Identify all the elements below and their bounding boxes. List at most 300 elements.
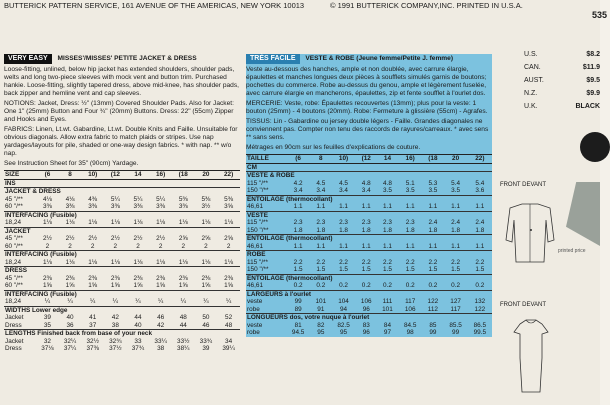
row-label: 115 "/** <box>247 219 268 226</box>
table-cell: 3⅜ <box>42 203 52 210</box>
section-header-row <box>246 211 492 219</box>
size-header-row <box>246 155 492 164</box>
table-cell: 1.8 <box>383 226 392 234</box>
table-cell: 2½ <box>110 235 120 242</box>
table-cell: 1⅝ <box>65 282 75 289</box>
table-cell: 5.1 <box>405 179 415 187</box>
table-cell: 0.2 <box>361 282 371 289</box>
table-cell: 1.1 <box>451 242 461 250</box>
table-cell: 1⅛ <box>88 219 98 226</box>
table-cell: 2⅜ <box>133 274 143 282</box>
table-cell: 2.2 <box>428 258 438 266</box>
table-cell: 1.5 <box>361 266 371 273</box>
size-cell: 20 <box>444 155 468 164</box>
table-row <box>246 227 492 235</box>
table-row <box>246 259 492 267</box>
table-cell: 0.2 <box>405 282 415 289</box>
row-label: 18,24 <box>5 219 21 226</box>
dress-line-drawing <box>506 318 556 398</box>
table-cell: 4.5 <box>316 179 326 187</box>
instruction-note: See Instruction Sheet for 35" (90cm) Yardage. <box>4 160 139 167</box>
table-cell: 32¾ <box>109 337 122 345</box>
table-cell: 46 <box>157 314 165 321</box>
table-cell: 2⅜ <box>201 274 211 282</box>
french-column <box>246 54 492 337</box>
section-header-row <box>246 235 492 243</box>
table-cell: 2½ <box>156 235 166 242</box>
table-row <box>4 322 240 330</box>
row-label: veste <box>247 321 263 329</box>
row-label: Dress <box>5 345 22 352</box>
table-cell: 2.3 <box>316 219 326 226</box>
table-row <box>4 314 240 322</box>
size-cell: (12 <box>356 155 377 164</box>
table-cell: 1⅛ <box>88 258 98 266</box>
table-cell: 5¼ <box>133 195 143 203</box>
table-cell: 52 <box>225 314 233 321</box>
table-cell: ¼ <box>135 298 141 305</box>
table-cell: ¼ <box>44 298 51 305</box>
size-cell: (6 <box>36 171 59 180</box>
table-cell: 2.2 <box>361 258 371 266</box>
table-cell: 104 <box>338 298 349 305</box>
table-cell: 96 <box>362 305 370 313</box>
table-cell: 1⅝ <box>110 282 120 289</box>
table-cell: 122 <box>427 298 439 305</box>
table-cell: 2 <box>158 242 163 250</box>
table-cell: 127 <box>450 298 461 305</box>
difficulty-badge-fr: TRÈS FACILE <box>246 54 300 64</box>
table-cell: 1⅛ <box>110 219 120 226</box>
section-header-row <box>4 211 240 219</box>
fabrics-text: FABRICS: Linen, Lt.wt. Gabardine, Lt.wt. Double Knits and Faille. Unsuitable for obvious diagonals. Allow extra fabric to match plaids or stripes. Use nap yardages/layouts for pile, shaded or one-way design fabrics. * with nap. ** w/o nap. <box>4 126 238 157</box>
table-cell: 0.2 <box>316 282 326 289</box>
table-cell: 1⅛ <box>178 258 188 266</box>
table-cell: 32¼ <box>63 337 77 345</box>
table-cell: 50 <box>202 314 210 321</box>
size-header-row <box>4 171 240 180</box>
yardage-table <box>4 170 240 353</box>
publisher-address: BUTTERICK PATTERN SERVICE, 161 AVENUE OF THE AMERICAS, NEW YORK 10013 <box>4 1 305 10</box>
section-header-row <box>4 188 240 196</box>
row-label: 46,61 <box>247 203 263 210</box>
table-cell: 1⅛ <box>156 219 166 226</box>
table-cell: 1⅛ <box>156 258 166 266</box>
table-cell: 48 <box>179 314 187 321</box>
price-region: CAN. <box>524 64 541 71</box>
table-cell: 39¼ <box>222 345 235 352</box>
table-cell: 1.1 <box>293 203 303 210</box>
table-cell: 36 <box>66 321 74 329</box>
table-cell: 3⅜ <box>133 203 143 210</box>
table-cell: 3⅝ <box>224 203 234 210</box>
table-cell: 1.8 <box>451 226 461 234</box>
section-header-row <box>4 251 240 259</box>
table-cell: 41 <box>89 314 97 321</box>
size-header-label: SIZE <box>4 171 36 180</box>
price-panel <box>496 10 608 405</box>
table-cell: 1.5 <box>475 266 485 273</box>
table-cell: 84 <box>383 321 392 329</box>
table-cell: 2⅝ <box>178 235 188 242</box>
table-cell: 2.4 <box>428 219 438 226</box>
row-label: Jacket <box>5 337 24 345</box>
section-title: ROBE <box>246 251 492 259</box>
table-cell: 97 <box>383 329 392 336</box>
section-title: ENTOILAGE (thermocollant) <box>246 235 492 243</box>
front-label-jacket: FRONT DEVANT <box>499 182 547 188</box>
table-cell: 2.4 <box>475 219 485 226</box>
table-cell: ¼ <box>180 298 186 305</box>
table-cell: 37½ <box>109 345 122 352</box>
table-cell: 1.5 <box>293 266 303 273</box>
table-cell: 1⅝ <box>201 282 211 289</box>
table-cell: 2½ <box>65 235 75 242</box>
table-cell: 1⅝ <box>42 282 52 289</box>
table-cell: 1.8 <box>428 226 438 234</box>
section-header-row <box>4 290 240 298</box>
table-cell: 2 <box>181 242 186 250</box>
section-title: ENTOILAGE (thermocollant) <box>246 274 492 282</box>
table-cell: 0.2 <box>339 282 348 289</box>
size-cell: 16) <box>149 171 172 180</box>
row-label: Dress <box>5 321 22 329</box>
table-cell: 38¼ <box>177 345 190 352</box>
table-cell: 1.1 <box>361 242 371 250</box>
row-label: 18,24 <box>5 298 21 305</box>
table-row <box>246 282 492 290</box>
section-header-row <box>246 314 492 322</box>
table-cell: 3.4 <box>339 187 348 194</box>
table-cell: 2⅜ <box>88 274 98 282</box>
table-cell: 3.4 <box>361 187 371 194</box>
section-title: CM <box>246 163 492 172</box>
size-cell: 20 <box>195 171 218 180</box>
table-cell: 1⅛ <box>224 219 234 226</box>
table-cell: 48 <box>225 321 233 329</box>
table-cell: 1.1 <box>339 242 348 250</box>
table-cell: ¼ <box>90 298 96 305</box>
price-row <box>524 74 600 87</box>
table-cell: 2⅜ <box>42 274 52 282</box>
table-cell: 111 <box>382 298 393 305</box>
section-title: INS <box>4 179 240 188</box>
row-label: robe <box>247 305 260 313</box>
table-row <box>4 282 240 290</box>
table-cell: 81 <box>294 321 302 329</box>
size-cell: (18 <box>172 171 195 180</box>
table-cell: 2⅜ <box>156 274 166 282</box>
pattern-title-fr: VESTE & ROBE (Jeune femme/Petite J. femme) <box>305 55 454 62</box>
table-cell: 1⅛ <box>201 219 211 226</box>
section-title: INTERFACING (Fusible) <box>4 211 240 219</box>
table-cell: 2⅝ <box>201 235 211 242</box>
table-cell: 1.1 <box>339 203 348 210</box>
row-label: 18,24 <box>5 258 21 266</box>
table-cell: 1.1 <box>475 242 485 250</box>
table-cell: 32 <box>43 337 51 345</box>
table-cell: 46 <box>202 321 210 329</box>
table-cell: 1.1 <box>451 203 461 210</box>
table-cell: 1.1 <box>316 242 326 250</box>
table-cell: 42 <box>111 314 119 321</box>
table-cell: 1⅛ <box>201 258 211 266</box>
price-amount: $11.9 <box>582 64 600 71</box>
table-cell: 101 <box>315 298 327 305</box>
table-cell: 2½ <box>133 235 143 242</box>
table-cell: 33¾ <box>199 337 213 345</box>
section-header-row <box>246 274 492 282</box>
table-cell: 2.2 <box>339 258 348 266</box>
table-cell: 1.5 <box>339 266 348 273</box>
price-amount: $9.9 <box>586 90 600 97</box>
table-cell: 5⅜ <box>178 195 188 203</box>
table-cell: 38 <box>157 345 165 352</box>
row-label: 46,61 <box>247 282 263 289</box>
table-cell: 1⅛ <box>133 258 143 266</box>
table-cell: ¼ <box>203 298 209 305</box>
corner-note: printed price <box>558 248 586 254</box>
table-cell: 4.2 <box>293 179 303 187</box>
table-cell: 3⅜ <box>88 203 98 210</box>
table-cell: 3.4 <box>293 187 303 194</box>
row-label: robe <box>247 329 260 336</box>
section-header-row <box>4 227 240 235</box>
mercerie-text: MERCERIE: Veste, robe: Épaulettes recouvertes (13mm); plus pour la veste: 1 bouton (25mm) - 4 boutons (20mm). Robe: Fermeture à glissière (55cm) - Agrafes. <box>246 100 488 115</box>
table-cell: 1.8 <box>293 226 303 234</box>
table-row <box>4 196 240 204</box>
table-cell: 44 <box>179 321 187 329</box>
table-cell: 99 <box>429 329 437 336</box>
table-cell: 1.1 <box>405 242 415 250</box>
table-cell: 0.2 <box>293 282 303 289</box>
size-cell: 22) <box>217 171 240 180</box>
table-cell: 2 <box>90 242 95 250</box>
table-cell: 33¼ <box>154 337 167 345</box>
size-cell: (18 <box>422 155 443 164</box>
table-cell: 4.8 <box>361 179 371 187</box>
section-header-row <box>246 163 492 172</box>
instruction-note-fr: Métrages en 90cm sur les feuilles d'explications de couture. <box>246 144 421 151</box>
section-title: LONGUEURS dos, votre nuque à l'ourlet <box>246 314 492 322</box>
section-title: VESTE <box>246 211 492 219</box>
table-cell: 1.1 <box>383 203 392 210</box>
table-cell: 37¾ <box>131 345 145 352</box>
table-cell: 1⅛ <box>65 258 75 266</box>
row-label: Jacket <box>5 314 24 321</box>
table-cell: 94.5 <box>291 329 305 336</box>
table-cell: 4⅛ <box>65 195 75 203</box>
table-cell: 38 <box>111 321 119 329</box>
size-cell: 22) <box>468 155 492 164</box>
table-cell: 83 <box>362 321 370 329</box>
row-label: 60 "/** <box>5 203 23 210</box>
table-cell: 37⅜ <box>86 345 99 352</box>
table-cell: 3⅜ <box>178 203 188 210</box>
price-list <box>524 48 600 113</box>
pattern-title: MISSES'/MISSES' PETITE JACKET & DRESS <box>57 55 197 62</box>
table-row <box>246 180 492 188</box>
price-region: N.Z. <box>524 90 538 97</box>
table-cell: 1⅛ <box>65 219 75 226</box>
table-cell: 1.5 <box>428 266 438 273</box>
pattern-number: 535 <box>592 10 608 20</box>
table-cell: 2 <box>136 242 140 250</box>
table-cell: ¼ <box>112 298 118 305</box>
table-cell: ¼ <box>67 298 73 305</box>
size-cell: 8 <box>310 155 331 164</box>
table-cell: 4⅛ <box>42 195 52 203</box>
table-cell: 1⅝ <box>156 282 166 289</box>
table-cell: 3.4 <box>316 187 326 194</box>
section-title: WIDTHS Lower edge <box>4 306 240 314</box>
table-cell: 2.3 <box>383 219 392 226</box>
table-cell: 34 <box>225 337 233 345</box>
table-cell: 1.1 <box>475 203 485 210</box>
table-cell: 39 <box>202 345 210 352</box>
table-cell: 101 <box>382 305 393 313</box>
table-cell: 99 <box>452 329 460 336</box>
table-cell: 1.5 <box>451 266 461 273</box>
table-cell: 1.8 <box>361 226 371 234</box>
table-cell: 2.2 <box>451 258 461 266</box>
section-header-row <box>4 306 240 314</box>
table-cell: 1.1 <box>316 203 326 210</box>
table-row <box>246 203 492 211</box>
section-title: INTERFACING (Fusible) <box>4 251 240 259</box>
table-cell: 2⅜ <box>178 274 188 282</box>
english-column <box>4 54 240 353</box>
table-cell: 32½ <box>86 337 99 345</box>
row-label: 150 "/** <box>247 187 269 194</box>
table-row <box>4 298 240 306</box>
table-cell: 1.5 <box>383 266 392 273</box>
table-cell: 85 <box>429 321 437 329</box>
table-cell: 106 <box>404 305 416 313</box>
table-cell: 1⅛ <box>133 219 143 226</box>
table-row <box>246 266 492 274</box>
price-region: U.S. <box>524 51 538 58</box>
size-cell: (12 <box>104 171 127 180</box>
row-label: 115 "/** <box>247 258 268 266</box>
table-row <box>246 187 492 195</box>
price-region: AUST. <box>524 77 544 84</box>
table-row <box>4 338 240 346</box>
table-cell: 3½ <box>201 203 211 210</box>
table-cell: 1.8 <box>475 226 485 234</box>
table-cell: 91 <box>317 305 325 313</box>
table-cell: 2½ <box>88 235 98 242</box>
section-title: VESTE & ROBE <box>246 172 492 180</box>
table-cell: 1⅛ <box>178 219 188 226</box>
table-cell: 2.3 <box>361 219 371 226</box>
table-cell: 95 <box>317 329 325 336</box>
table-cell: 2.2 <box>293 258 303 266</box>
table-cell: 95 <box>339 329 348 336</box>
table-cell: 2⅜ <box>224 274 234 282</box>
table-cell: 2⅜ <box>110 274 120 282</box>
table-cell: 1⅛ <box>42 219 52 226</box>
table-cell: 1.1 <box>405 203 415 210</box>
table-cell: 2.3 <box>339 219 348 226</box>
table-row <box>4 235 240 243</box>
table-cell: 96 <box>362 329 370 336</box>
table-cell: 89 <box>294 305 302 313</box>
table-cell: ¼ <box>157 298 164 305</box>
table-cell: 35 <box>43 321 51 329</box>
table-row <box>4 219 240 227</box>
table-cell: 106 <box>360 298 372 305</box>
table-cell: 3.5 <box>451 187 461 194</box>
table-cell: 99.5 <box>473 329 487 336</box>
table-cell: 99 <box>294 298 302 305</box>
table-cell: 2.4 <box>451 219 461 226</box>
section-header-row <box>4 179 240 188</box>
table-cell: 2.3 <box>293 219 303 226</box>
table-cell: 4⅜ <box>88 195 98 203</box>
table-cell: 1⅝ <box>88 282 98 289</box>
difficulty-badge: VERY EASY <box>4 54 52 64</box>
table-cell: 132 <box>474 298 486 305</box>
table-cell: 86.5 <box>473 321 487 329</box>
table-cell: 1⅝ <box>178 282 188 289</box>
section-title: ENTOILAGE (thermocollant) <box>246 195 492 203</box>
table-cell: 2⅝ <box>224 235 234 242</box>
section-title: LARGEURS à l'ourlet <box>246 290 492 298</box>
table-cell: 122 <box>474 305 486 313</box>
table-cell: 3.5 <box>405 187 415 194</box>
table-cell: 84.5 <box>403 321 417 329</box>
section-title: DRESS <box>4 267 240 275</box>
table-cell: 1.1 <box>428 203 438 210</box>
table-cell: 0.2 <box>428 282 438 289</box>
table-cell: 94 <box>339 305 348 313</box>
table-row <box>4 275 240 283</box>
price-row <box>524 100 600 113</box>
price-row <box>524 87 600 100</box>
table-cell: 82.5 <box>337 321 350 329</box>
table-cell: 5.4 <box>451 179 461 187</box>
price-amount: BLACK <box>575 103 600 110</box>
table-cell: 3.5 <box>428 187 438 194</box>
table-cell: 37⅛ <box>41 345 54 352</box>
table-cell: 0.2 <box>451 282 461 289</box>
table-cell: 2.2 <box>405 258 415 266</box>
table-cell: ¼ <box>225 298 232 305</box>
table-cell: 0.2 <box>475 282 485 289</box>
table-cell: 1.1 <box>361 203 371 210</box>
section-title: JACKET & DRESS <box>4 188 240 196</box>
description-text: Loose-fitting, unlined, below hip jacket has extended shoulders, shoulder pads, welts and long two-piece sleeves with mock vent and button trim. Purchased hankie. Loose-fitting, slightly tapered dress, above mid-knee, has shoulder pads, back zipper and hemline vent and cap sleeves. <box>4 66 239 97</box>
table-cell: 44 <box>134 314 142 321</box>
table-cell: 2 <box>68 242 72 250</box>
jacket-line-drawing <box>500 200 560 270</box>
table-cell: 1.8 <box>405 226 415 234</box>
hanger-hole <box>580 132 610 162</box>
row-label: veste <box>247 298 263 305</box>
row-label: 45 "/** <box>5 235 23 242</box>
table-row <box>4 259 240 267</box>
table-cell: 1.5 <box>405 266 415 273</box>
row-label: 150 "/** <box>247 226 269 234</box>
price-row <box>524 48 600 61</box>
size-cell: 10) <box>81 171 104 180</box>
table-cell: 117 <box>405 298 416 305</box>
row-label: 46,61 <box>247 242 263 250</box>
table-cell: 2.2 <box>475 258 485 266</box>
table-row <box>246 219 492 227</box>
table-cell: 2⅜ <box>65 274 75 282</box>
